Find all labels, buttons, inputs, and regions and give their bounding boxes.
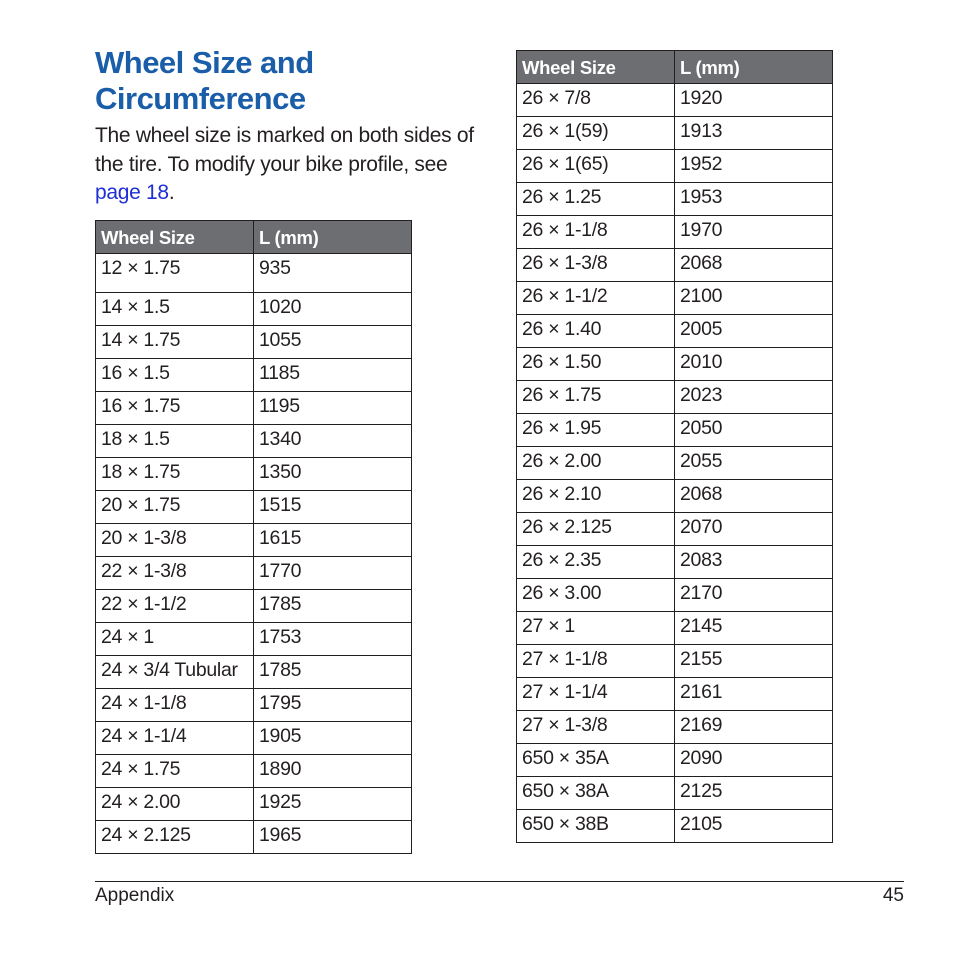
length-cell: 1970 — [675, 216, 833, 249]
wheel-size-cell: 27 × 1-1/4 — [517, 678, 675, 711]
table-row — [96, 590, 412, 623]
table-row — [96, 392, 412, 425]
wheel-size-table-left — [95, 220, 412, 854]
table-row — [517, 381, 833, 414]
wheel-size-table-right — [516, 50, 833, 843]
length-cell: 2055 — [675, 447, 833, 480]
table-row — [517, 315, 833, 348]
table-header-row — [517, 51, 833, 84]
wheel-size-cell: 26 × 1-1/2 — [517, 282, 675, 315]
wheel-size-cell: 16 × 1.75 — [96, 392, 254, 425]
length-cell: 2010 — [675, 348, 833, 381]
wheel-size-cell: 26 × 1-1/8 — [517, 216, 675, 249]
table-row — [96, 491, 412, 524]
length-cell: 1340 — [254, 425, 412, 458]
length-cell: 935 — [254, 254, 412, 293]
wheel-size-cell: 26 × 3.00 — [517, 579, 675, 612]
wheel-size-cell: 20 × 1.75 — [96, 491, 254, 524]
table-row — [517, 513, 833, 546]
wheel-size-cell: 26 × 1(65) — [517, 150, 675, 183]
page-link[interactable]: page 18 — [95, 181, 169, 204]
wheel-size-cell: 27 × 1-1/8 — [517, 645, 675, 678]
length-cell: 1195 — [254, 392, 412, 425]
column-header-length: L (mm) — [254, 221, 412, 254]
length-cell: 2161 — [675, 678, 833, 711]
wheel-size-cell: 24 × 2.125 — [96, 821, 254, 854]
table-row — [517, 777, 833, 810]
table-row — [517, 183, 833, 216]
table-row — [96, 821, 412, 854]
length-cell: 1952 — [675, 150, 833, 183]
table-row — [96, 656, 412, 689]
table-row — [517, 216, 833, 249]
table-body — [96, 254, 412, 854]
column-header-wheel-size: Wheel Size — [96, 221, 254, 254]
wheel-size-cell: 14 × 1.75 — [96, 326, 254, 359]
table-row — [517, 645, 833, 678]
wheel-size-cell: 26 × 7/8 — [517, 84, 675, 117]
wheel-size-cell: 26 × 2.00 — [517, 447, 675, 480]
length-cell: 2005 — [675, 315, 833, 348]
wheel-size-cell: 26 × 1.75 — [517, 381, 675, 414]
table-row — [517, 744, 833, 777]
wheel-size-cell: 26 × 2.10 — [517, 480, 675, 513]
table-row — [96, 458, 412, 491]
table-row — [517, 579, 833, 612]
wheel-size-cell: 26 × 2.35 — [517, 546, 675, 579]
table-row — [517, 84, 833, 117]
length-cell: 1925 — [254, 788, 412, 821]
length-cell: 2105 — [675, 810, 833, 843]
wheel-size-cell: 14 × 1.5 — [96, 293, 254, 326]
table-row — [96, 425, 412, 458]
wheel-size-cell: 24 × 3/4 Tubular — [96, 656, 254, 689]
length-cell: 2145 — [675, 612, 833, 645]
table-row — [517, 150, 833, 183]
wheel-size-cell: 26 × 1.95 — [517, 414, 675, 447]
table-header-row — [96, 221, 412, 254]
wheel-size-cell: 24 × 1.75 — [96, 755, 254, 788]
table-row — [96, 623, 412, 656]
table-row — [96, 359, 412, 392]
length-cell: 2170 — [675, 579, 833, 612]
length-cell: 1920 — [675, 84, 833, 117]
table-row — [517, 678, 833, 711]
wheel-size-cell: 27 × 1 — [517, 612, 675, 645]
table-row — [96, 293, 412, 326]
length-cell: 1515 — [254, 491, 412, 524]
length-cell: 1055 — [254, 326, 412, 359]
table-row — [96, 557, 412, 590]
column-header-wheel-size: Wheel Size — [517, 51, 675, 84]
wheel-size-cell: 24 × 2.00 — [96, 788, 254, 821]
wheel-size-cell: 12 × 1.75 — [96, 254, 254, 293]
length-cell: 2050 — [675, 414, 833, 447]
length-cell: 1350 — [254, 458, 412, 491]
wheel-size-cell: 650 × 38B — [517, 810, 675, 843]
length-cell: 1795 — [254, 689, 412, 722]
table-row — [517, 810, 833, 843]
table-row — [517, 348, 833, 381]
wheel-size-cell: 24 × 1-1/8 — [96, 689, 254, 722]
table-row — [517, 282, 833, 315]
length-cell: 2070 — [675, 513, 833, 546]
length-cell: 1020 — [254, 293, 412, 326]
table-row — [517, 117, 833, 150]
table-row — [96, 722, 412, 755]
length-cell: 1785 — [254, 656, 412, 689]
wheel-size-cell: 18 × 1.75 — [96, 458, 254, 491]
wheel-size-cell: 26 × 1-3/8 — [517, 249, 675, 282]
footer-page-number: 45 — [882, 885, 904, 906]
wheel-size-cell: 26 × 1.40 — [517, 315, 675, 348]
length-cell: 1965 — [254, 821, 412, 854]
length-cell: 1753 — [254, 623, 412, 656]
length-cell: 2125 — [675, 777, 833, 810]
wheel-size-cell: 24 × 1 — [96, 623, 254, 656]
length-cell: 1913 — [675, 117, 833, 150]
table-body — [517, 84, 833, 843]
length-cell: 2068 — [675, 249, 833, 282]
wheel-size-cell: 20 × 1-3/8 — [96, 524, 254, 557]
length-cell: 2100 — [675, 282, 833, 315]
wheel-size-cell: 27 × 1-3/8 — [517, 711, 675, 744]
table-row — [517, 249, 833, 282]
table-row — [96, 524, 412, 557]
length-cell: 2083 — [675, 546, 833, 579]
table-row — [517, 711, 833, 744]
wheel-size-cell: 26 × 1(59) — [517, 117, 675, 150]
wheel-size-cell: 26 × 1.25 — [517, 183, 675, 216]
table-row — [96, 788, 412, 821]
wheel-size-cell: 22 × 1-3/8 — [96, 557, 254, 590]
intro-text: The wheel size is marked on both sides of the tire. To modify your bike profile, see — [95, 124, 474, 176]
length-cell: 2169 — [675, 711, 833, 744]
length-cell: 1615 — [254, 524, 412, 557]
page-title: Wheel Size and Circumference — [95, 45, 314, 116]
length-cell: 2068 — [675, 480, 833, 513]
table-row — [517, 546, 833, 579]
table-row — [517, 480, 833, 513]
wheel-size-cell: 18 × 1.5 — [96, 425, 254, 458]
wheel-size-cell: 22 × 1-1/2 — [96, 590, 254, 623]
length-cell: 2023 — [675, 381, 833, 414]
footer-rule — [95, 881, 904, 882]
wheel-size-cell: 26 × 1.50 — [517, 348, 675, 381]
table-row — [517, 612, 833, 645]
length-cell: 2155 — [675, 645, 833, 678]
wheel-size-cell: 26 × 2.125 — [517, 513, 675, 546]
wheel-size-cell: 650 × 35A — [517, 744, 675, 777]
footer-section-label: Appendix — [95, 885, 175, 906]
intro-paragraph — [95, 122, 490, 208]
length-cell: 1953 — [675, 183, 833, 216]
table-row — [96, 689, 412, 722]
table-row — [517, 414, 833, 447]
wheel-size-cell: 24 × 1-1/4 — [96, 722, 254, 755]
length-cell: 1770 — [254, 557, 412, 590]
length-cell: 1785 — [254, 590, 412, 623]
length-cell: 2090 — [675, 744, 833, 777]
length-cell: 1905 — [254, 722, 412, 755]
table-row — [96, 326, 412, 359]
table-row — [517, 447, 833, 480]
column-header-length: L (mm) — [675, 51, 833, 84]
table-row — [96, 254, 412, 293]
intro-period: . — [168, 181, 175, 204]
length-cell: 1185 — [254, 359, 412, 392]
table-row — [96, 755, 412, 788]
wheel-size-cell: 650 × 38A — [517, 777, 675, 810]
wheel-size-cell: 16 × 1.5 — [96, 359, 254, 392]
length-cell: 1890 — [254, 755, 412, 788]
